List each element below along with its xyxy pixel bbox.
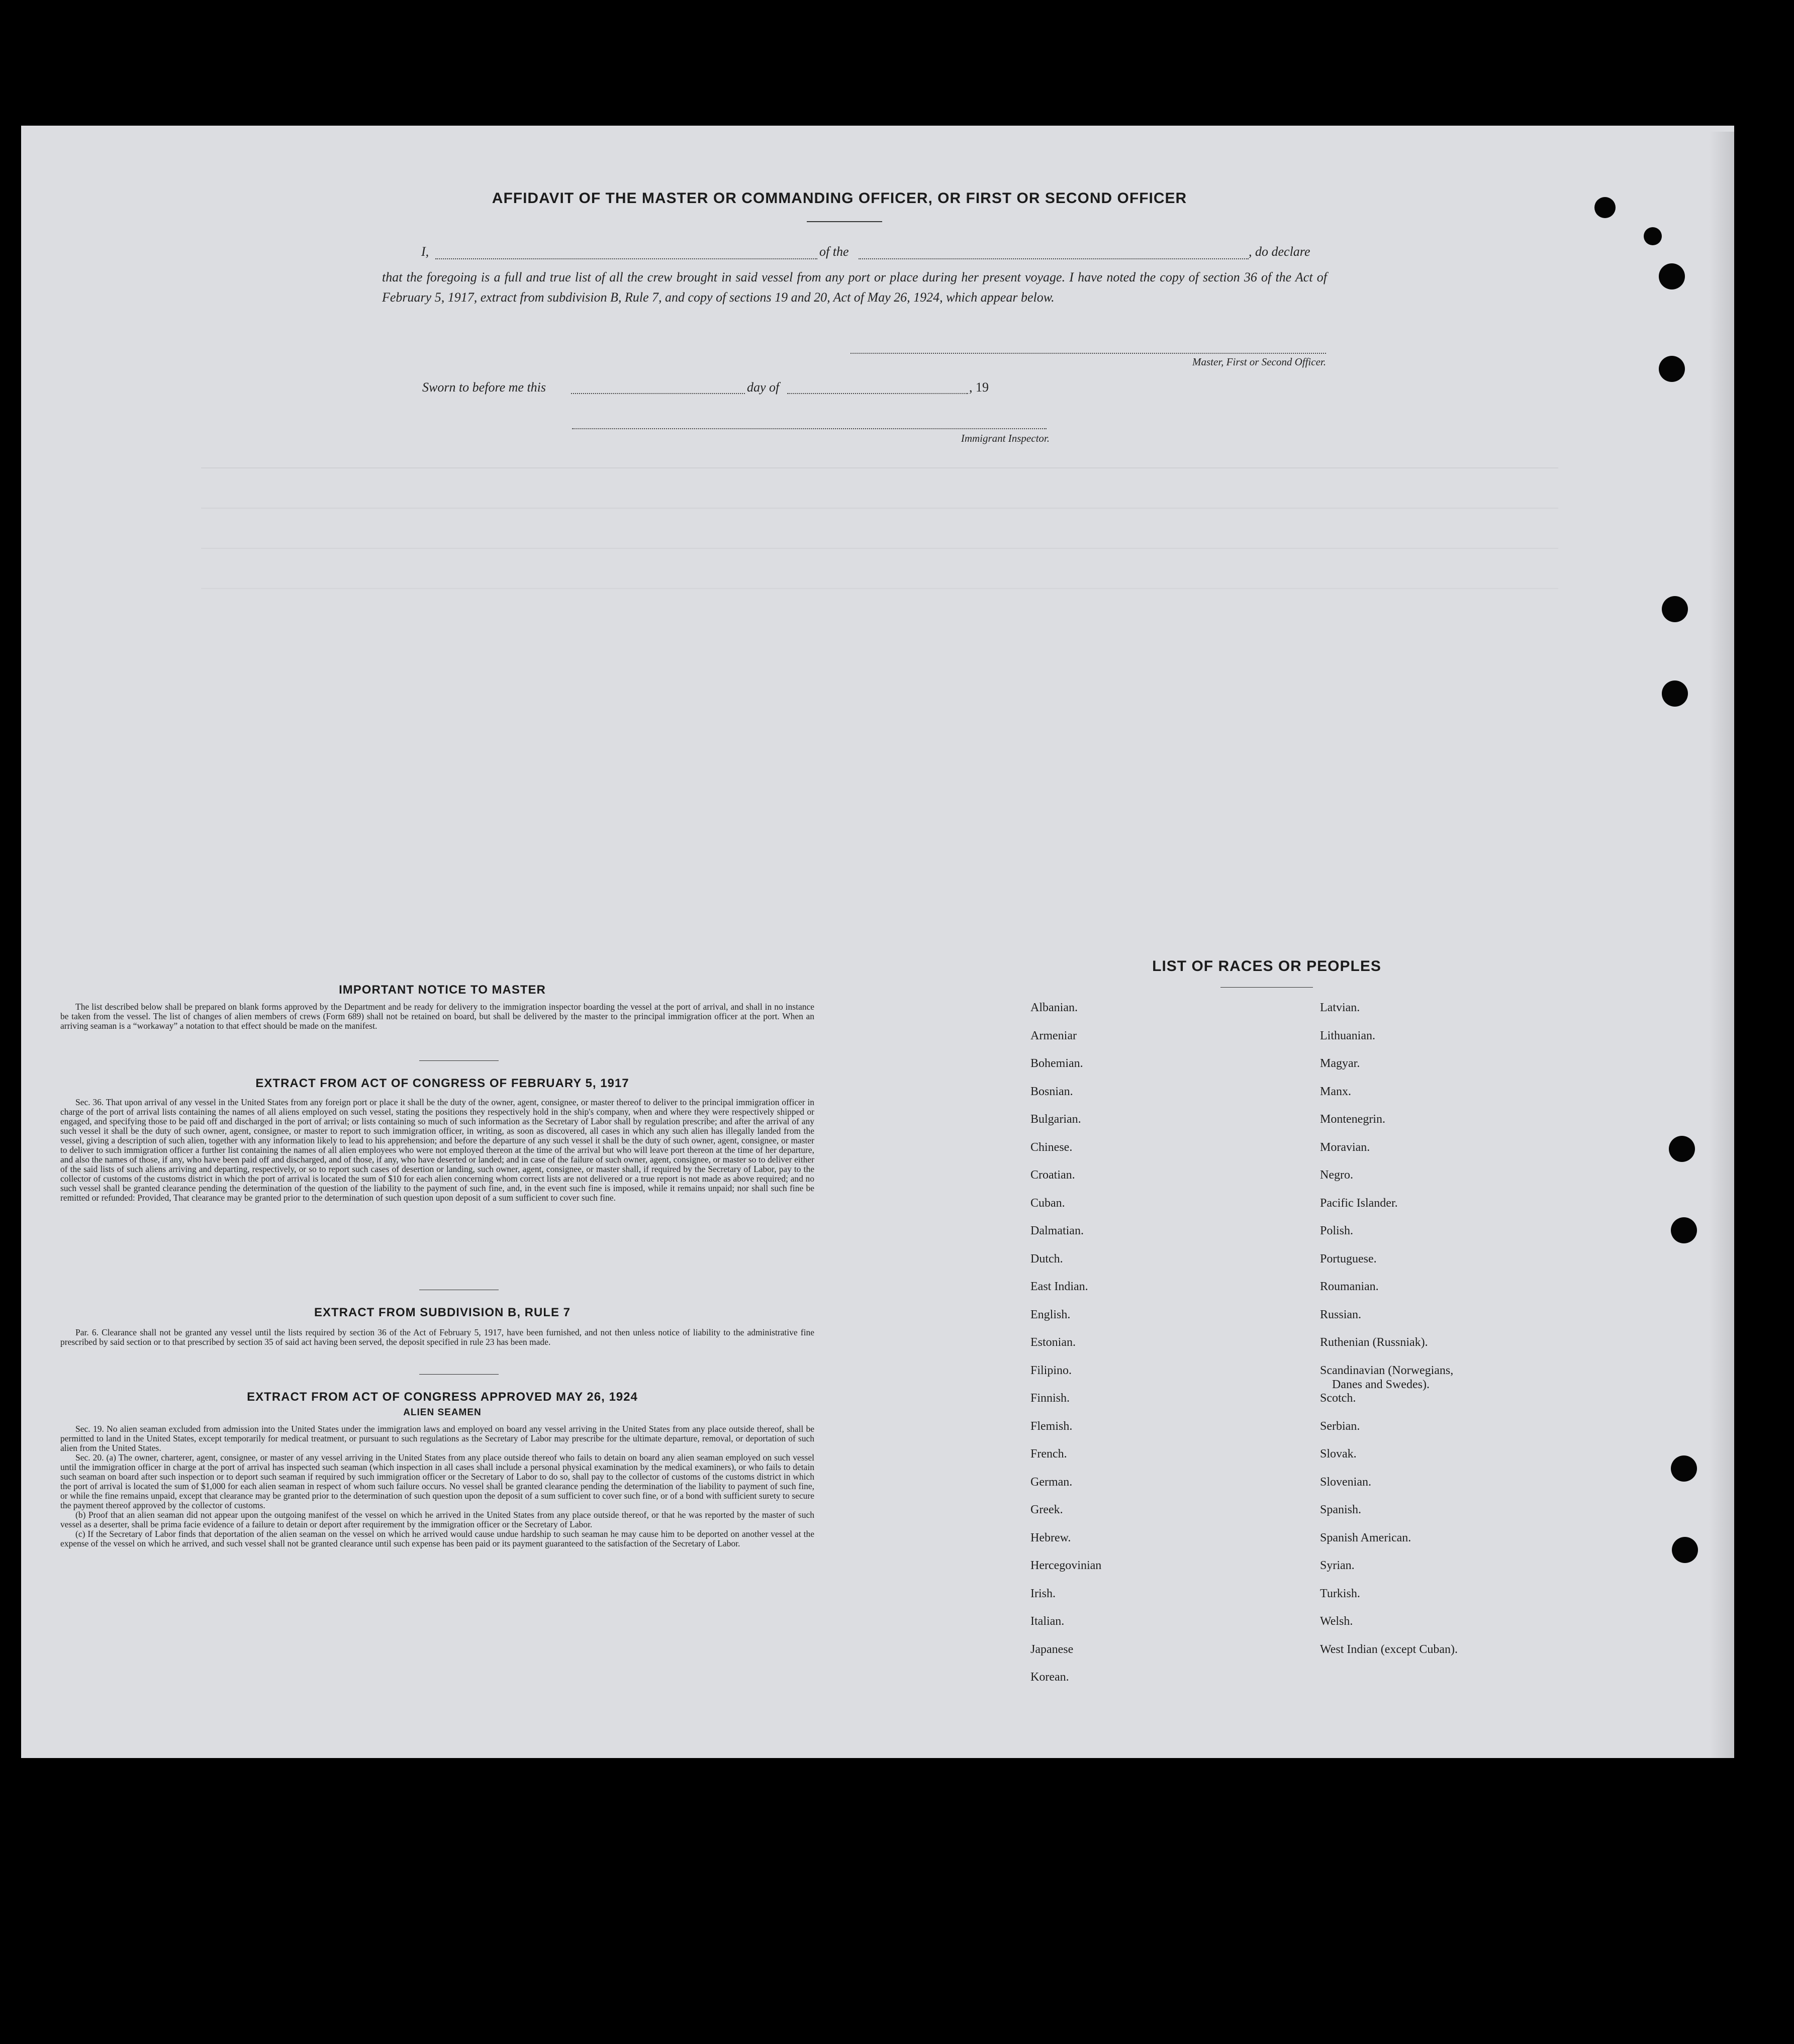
- race-item: Scandinavian (Norwegians,: [1320, 1364, 1454, 1377]
- punch-hole: [1672, 1537, 1698, 1563]
- race-item: Japanese: [1030, 1642, 1074, 1656]
- race-item: Portuguese.: [1320, 1252, 1377, 1266]
- inspector-caption: Immigrant Inspector.: [961, 432, 1050, 444]
- race-item: Bosnian.: [1030, 1085, 1073, 1098]
- race-item: Finnish.: [1030, 1392, 1070, 1405]
- race-item: French.: [1030, 1447, 1067, 1461]
- punch-hole: [1644, 227, 1662, 245]
- title-underline: [807, 221, 882, 222]
- vessel-blank[interactable]: [859, 258, 1249, 259]
- race-item: Lithuanian.: [1320, 1029, 1375, 1042]
- punch-hole: [1659, 356, 1685, 382]
- race-item: English.: [1030, 1308, 1071, 1321]
- race-item: Armeniar: [1030, 1029, 1077, 1042]
- section-36-text: Sec. 36. That upon arrival of any vessel in the United States from any foreign port or place it shall be the duty of the owner, agent, consignee, or master thereof to deliver to the principal immigration officer in charge of the port of arrival lists containing the names of all aliens employed on such vessel, stating the positions they respectively hold in the ship's company, when and where they were respectively shipped or engaged, and specifying those to be paid off and discharged in the port of arrival; or lists containing so much of such information as the Secretary of Labor shall by regulation prescribe; and after the arrival of any such vessel it shall be the duty of such owner, agent, consignee, or master to report to such immigration officer, in writing, as soon as discovered, all cases in which any such alien has illegally landed from the vessel, giving a description of such alien, together with any information likely to lead to his apprehension; and before the departure of any such vessel it shall be the duty of such owner, agent, consignee, or master to deliver to such immigration officer a further list containing the names of all alien employees who were not employed thereon at the time of the arrival but who will leave port thereon at the time of her departure, and also the names of those, if any, who have been paid off and discharged, and of those, if any, who have deserted or landed; and in case of the failure of such owner, agent, consignee, or master so to deliver either of the said lists of such aliens arriving and departing, respectively, or so to report such cases of desertion or landing, such owner, agent, consignee, or master shall, if required by the Secretary of Labor, pay to the collector of customs of the customs district in which the port of arrival is located the sum of $10 for each alien concerning whom correct lists are not delivered or a true report is not made as above required; and no such vessel shall be granted clearance pending the determination of the question of the liability to the payment of such fine, and, in the event such fine is imposed, while it remains unpaid; nor shall such fine be remitted or refunded: Provided, That clearance may be granted prior to the determination of such question upon deposit of a sum sufficient to cover such fine.: [60, 1097, 814, 1203]
- race-item: Negro.: [1320, 1169, 1353, 1182]
- race-item: Moravian.: [1320, 1140, 1370, 1154]
- sworn-year: , 19: [969, 380, 989, 395]
- extract-1924-body: [60, 1424, 814, 1548]
- race-item: Manx.: [1320, 1085, 1351, 1098]
- master-signature-line[interactable]: [851, 353, 1326, 354]
- section-20c-text: (c) If the Secretary of Labor finds that deportation of the alien seaman on the vessel on which he arrived would cause undue hardship to such seaman he may cause him to be deported on another vessel at the expense of the vessel on which he arrived, and such vessel shall not be granted clearance until such expense has been paid or its payment guaranteed to the satisfaction of the Secretary of Labor.: [60, 1529, 814, 1548]
- divider: [419, 1374, 499, 1375]
- extract-1924-subtitle: ALIEN SEAMEN: [403, 1407, 482, 1418]
- race-item: Serbian.: [1320, 1419, 1360, 1433]
- section-20b-text: (b) Proof that an alien seaman did not appear upon the outgoing manifest of the vessel on which he arrived in the United States from any place outside thereof, or that he was reported by the master of such vessel as a deserter, shall be prima facie evidence of a failure to detain or deport after requirement by the immigration officer or the Secretary of Labor.: [60, 1510, 814, 1529]
- notice-text: The list described below shall be prepared on blank forms approved by the Department and be ready for delivery to the immigration inspector boarding the vessel at the port of arrival, and shall in no instance be taken from the vessel. The list of changes of alien members of crews (Form 689) shall not be retained on board, but shall be delivered by the master to the principal immigration officer at the port. When an arriving seaman is a “workaway” a notation to that effect should be made on the manifest.: [60, 1002, 814, 1031]
- race-item: Albanian.: [1030, 1001, 1078, 1014]
- extract-rule7-body: [60, 1328, 814, 1347]
- name-blank[interactable]: [435, 258, 817, 259]
- race-item: Turkish.: [1320, 1587, 1360, 1600]
- race-item: Spanish American.: [1320, 1531, 1411, 1544]
- race-item: Montenegrin.: [1320, 1113, 1385, 1126]
- race-item: Slovak.: [1320, 1447, 1357, 1461]
- sworn-day-blank[interactable]: [571, 393, 745, 394]
- race-item: Spanish.: [1320, 1503, 1362, 1516]
- sworn-month-blank[interactable]: [787, 393, 968, 394]
- punch-hole: [1659, 263, 1685, 289]
- affidavit-line-of-the: of the: [819, 244, 849, 259]
- sworn-day-of: day of: [747, 380, 780, 395]
- race-item: Greek.: [1030, 1503, 1063, 1516]
- race-item: Slovenian.: [1320, 1475, 1371, 1489]
- punch-hole: [1669, 1136, 1695, 1162]
- race-item: Cuban.: [1030, 1196, 1065, 1210]
- race-item: Welsh.: [1320, 1615, 1353, 1628]
- bleed-through-marks: [201, 467, 1558, 598]
- race-item: Latvian.: [1320, 1001, 1360, 1014]
- race-item: Polish.: [1320, 1224, 1354, 1237]
- race-item: Croatian.: [1030, 1169, 1075, 1182]
- page-edge: [1709, 132, 1734, 1758]
- affidavit-line-i: I,: [421, 244, 429, 259]
- races-underline: [1220, 987, 1313, 988]
- race-item: Irish.: [1030, 1587, 1056, 1600]
- divider: [419, 1060, 499, 1061]
- race-item: Hebrew.: [1030, 1531, 1071, 1544]
- races-title: LIST OF RACES OR PEOPLES: [1152, 958, 1381, 975]
- notice-title: IMPORTANT NOTICE TO MASTER: [339, 983, 546, 997]
- affidavit-title: AFFIDAVIT OF THE MASTER OR COMMANDING OFFICER, OR FIRST OR SECOND OFFICER: [492, 190, 1187, 207]
- race-item: Pacific Islander.: [1320, 1196, 1398, 1210]
- race-item: Flemish.: [1030, 1419, 1073, 1433]
- sworn-prefix: Sworn to before me this: [422, 380, 546, 395]
- rule7-text: Par. 6. Clearance shall not be granted any vessel until the lists required by section 36 of the Act of February 5, 1917, have been furnished, and not then unless notice of liability to the administrative fine prescribed by said section or to that prescribed by section 35 of said act having been served, the deposit specified in rule 23 has been made.: [60, 1327, 814, 1347]
- punch-hole: [1662, 596, 1688, 622]
- race-item: Korean.: [1030, 1671, 1069, 1684]
- master-caption: Master, First or Second Officer.: [1192, 356, 1326, 368]
- race-item: Magyar.: [1320, 1057, 1360, 1070]
- punch-hole: [1594, 197, 1616, 218]
- race-item: Estonian.: [1030, 1336, 1076, 1349]
- race-item: Filipino.: [1030, 1364, 1072, 1377]
- race-item: Russian.: [1320, 1308, 1362, 1321]
- race-item: Roumanian.: [1320, 1280, 1379, 1293]
- race-item: West Indian (except Cuban).: [1320, 1642, 1458, 1656]
- punch-hole: [1662, 680, 1688, 707]
- race-item: German.: [1030, 1475, 1073, 1489]
- affidavit-line-declare: , do declare: [1249, 244, 1310, 259]
- race-item: Bulgarian.: [1030, 1113, 1081, 1126]
- race-item: Hercegovinian: [1030, 1559, 1102, 1572]
- punch-hole: [1671, 1455, 1697, 1482]
- inspector-signature-line[interactable]: [572, 428, 1047, 429]
- race-item: East Indian.: [1030, 1280, 1088, 1293]
- race-item: Ruthenian (Russniak).: [1320, 1336, 1428, 1349]
- race-item: Syrian.: [1320, 1559, 1355, 1572]
- race-item: Bohemian.: [1030, 1057, 1083, 1070]
- race-item: Chinese.: [1030, 1140, 1073, 1154]
- race-item: Dalmatian.: [1030, 1224, 1084, 1237]
- section-19-text: Sec. 19. No alien seaman excluded from admission into the United States under the immigration laws and employed on board any vessel arriving in the United States from any place outside thereof, shall be permitted to land in the United States, except temporarily for medical treatment, or pursuant to such regulations as the Secretary of Labor may prescribe for the ultimate departure, removal, or deportation of such alien from the United States.: [60, 1424, 814, 1453]
- race-item: Scotch.: [1320, 1392, 1356, 1405]
- extract-1917-title: EXTRACT FROM ACT OF CONGRESS OF FEBRUARY 5, 1917: [255, 1077, 629, 1090]
- affidavit-paragraph: that the foregoing is a full and true list of all the crew brought in said vessel from any port or place during her present voyage. I have noted the copy of section 36 of the Act of February 5, 1917, extract from subdivision B, Rule 7, and copy of sections 19 and 20, Act of May 26, 1924, which appear below.: [382, 270, 1327, 305]
- extract-1924-title: EXTRACT FROM ACT OF CONGRESS APPROVED MAY 26, 1924: [247, 1390, 638, 1404]
- race-item: Dutch.: [1030, 1252, 1063, 1266]
- punch-hole: [1671, 1217, 1697, 1243]
- notice-body: [60, 1002, 814, 1031]
- race-item: Danes and Swedes).: [1332, 1378, 1430, 1391]
- section-20a-text: Sec. 20. (a) The owner, charterer, agent, consignee, or master of any vessel arriving in the United States from any place outside thereof who fails to detain on board any alien seaman employed on such vessel until the immigration officer in charge at the port of arrival has inspected such seaman (which inspection in all cases shall include a personal physical examination by the medical examiners), or who fails to detain such seaman on board after such inspection or to deport such seaman if required by such immigration officer or the Secretary of Labor to do so, shall pay to the collector of customs of the customs district in which the port of arrival is located the sum of $1,000 for each alien seaman in respect of whom such failure occurs. No vessel shall be granted clearance pending the determination of the liability to payment of such fine, or while the fine remains unpaid, except that clearance may be granted prior to the determination of such question upon the deposit of a sum sufficient to cover such fine, or of a bond with sufficient surety to secure the payment thereof approved by the collector of customs.: [60, 1452, 814, 1510]
- extract-1917-body: [60, 1098, 814, 1203]
- race-item: Italian.: [1030, 1615, 1065, 1628]
- extract-rule7-title: EXTRACT FROM SUBDIVISION B, RULE 7: [314, 1306, 571, 1319]
